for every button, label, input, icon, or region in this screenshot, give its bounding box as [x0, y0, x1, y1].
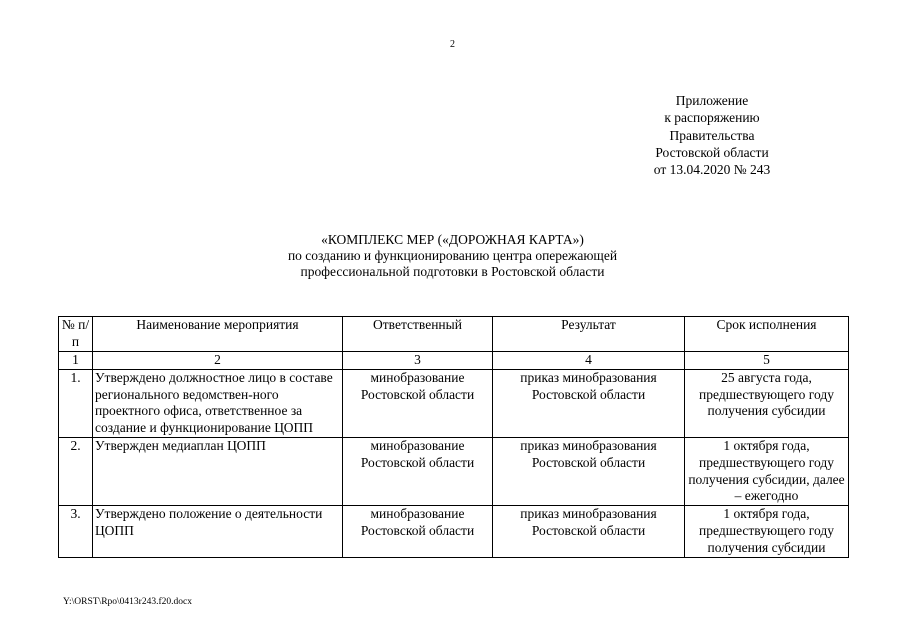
result: приказ минобразования Ростовской области — [493, 437, 685, 505]
responsible-party: минобразование Ростовской области — [343, 506, 493, 557]
page-number: 2 — [450, 39, 455, 50]
header-name: Наименование мероприятия — [93, 317, 343, 352]
roadmap-table — [58, 316, 849, 558]
row-number: 2. — [59, 437, 93, 505]
header-result: Результат — [493, 317, 685, 352]
appendix-block — [612, 92, 812, 178]
title-sub-line-2: профессиональной подготовки в Ростовской области — [300, 264, 605, 280]
deadline: 1 октября года, предшествующего году получения субсидии, далее – ежегодно — [685, 437, 849, 505]
activity-name: Утвержден медиаплан ЦОПП — [93, 437, 343, 505]
file-path-footer: Y:\ORST\Rpo\0413r243.f20.docx — [63, 597, 192, 607]
column-index: 5 — [685, 352, 849, 370]
column-index: 4 — [493, 352, 685, 370]
column-index-row — [59, 352, 849, 370]
appendix-line-2: к распоряжению — [664, 110, 760, 126]
header-num: № п/п — [59, 317, 93, 352]
activity-name: Утверждено должностное лицо в составе регионального ведомствен-ного проектного офиса, ответственное за создание и функционирование ЦОПП — [93, 369, 343, 437]
appendix-line-3: Правительства — [669, 127, 755, 143]
document-title — [150, 232, 755, 281]
title-sub-line-1: по созданию и функционированию центра опережающей — [287, 248, 618, 264]
table-row — [59, 437, 849, 505]
header-responsible: Ответственный — [343, 317, 493, 352]
deadline: 1 октября года, предшествующего году получения субсидии — [685, 506, 849, 557]
deadline: 25 августа года, предшествующего году получения субсидии — [685, 369, 849, 437]
activity-name: Утверждено положение о деятельности ЦОПП — [93, 506, 343, 557]
table-header-row — [59, 317, 849, 352]
table-row — [59, 506, 849, 557]
row-number: 1. — [59, 369, 93, 437]
appendix-line-4: Ростовской области — [655, 144, 769, 160]
column-index: 1 — [59, 352, 93, 370]
table-row — [59, 369, 849, 437]
header-deadline: Срок исполнения — [685, 317, 849, 352]
result: приказ минобразования Ростовской области — [493, 506, 685, 557]
appendix-line-5: от 13.04.2020 № 243 — [653, 162, 771, 178]
responsible-party: минобразование Ростовской области — [343, 369, 493, 437]
result: приказ минобразования Ростовской области — [493, 369, 685, 437]
column-index: 3 — [343, 352, 493, 370]
appendix-line-1: Приложение — [675, 93, 749, 108]
title-main: «КОМПЛЕКС МЕР («ДОРОЖНАЯ КАРТА») — [321, 232, 584, 247]
responsible-party: минобразование Ростовской области — [343, 437, 493, 505]
row-number: 3. — [59, 506, 93, 557]
column-index: 2 — [93, 352, 343, 370]
